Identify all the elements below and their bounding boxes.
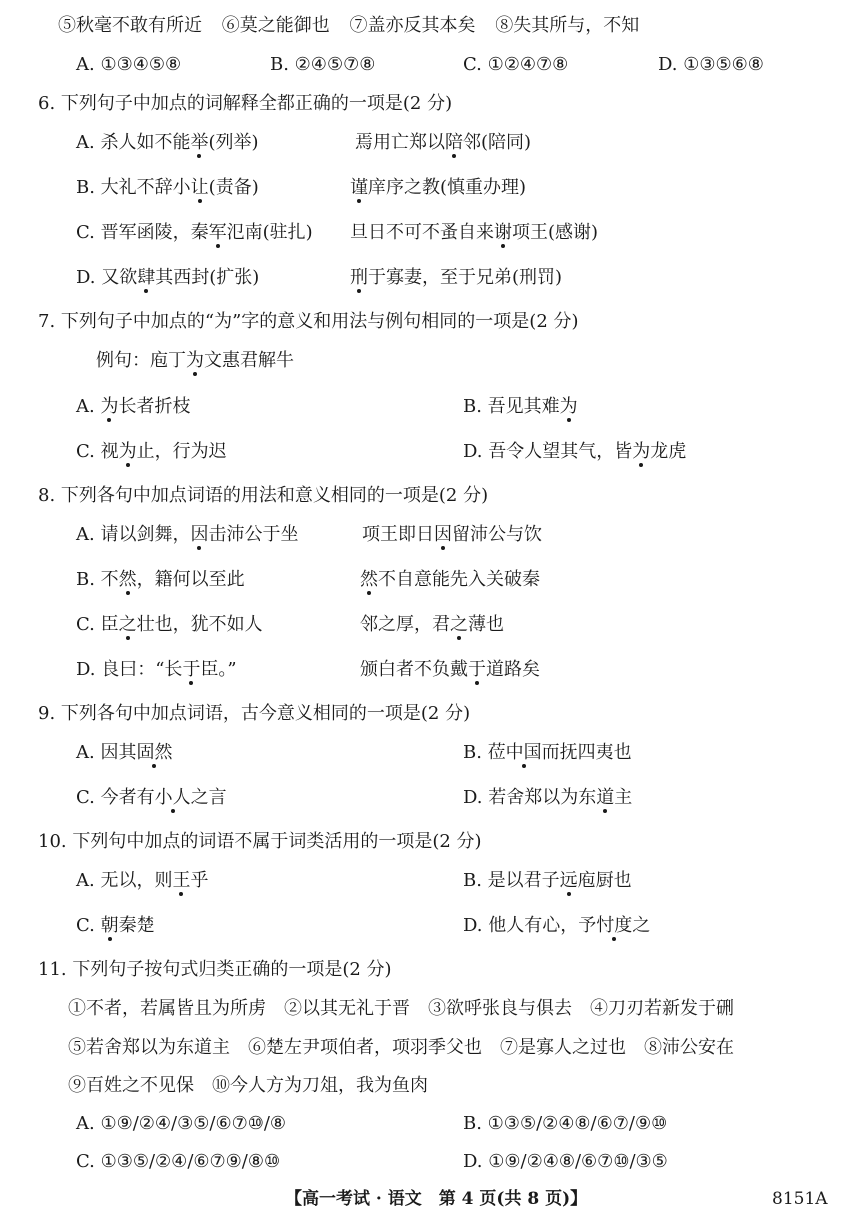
q6-stem: 6. 下列句子中加点的词解释全都正确的一项是(2 分) (38, 93, 453, 114)
dotted-word: 王 (172, 870, 191, 891)
q6-option-d-right: 刑于寡妻，至于兄弟(刑罚) (350, 267, 563, 288)
dotted-word: 东道主 (578, 787, 633, 808)
q8-option-a-left: A. 请以剑舞，因击沛公于坐 (76, 524, 299, 545)
q8-option-b-right: 然不自意能先入关破秦 (360, 569, 540, 590)
q11-option-c: C. ①③⑤/②④/⑥⑦⑨/⑧⑩ (76, 1151, 281, 1172)
q11-stem: 11. 下列句子按句式归类正确的一项是(2 分) (38, 959, 392, 980)
dotted-word: 然 (118, 569, 137, 590)
q5-item: ⑤秋毫不敢有所近 (58, 15, 202, 36)
q5-option-b: B. ②④⑤⑦⑧ (270, 54, 376, 75)
dotted-word: 因 (190, 524, 209, 545)
page-footer: 【高一考试 · 语文 第 4 页(共 8 页)】 (285, 1189, 588, 1209)
q11-sentences-line: ①不者，若属皆且为所虏 ②以其无礼于晋 ③欲呼张良与俱去 ④刀刃若新发于硎 (68, 998, 734, 1019)
dotted-word: 然 (360, 569, 378, 590)
dotted-word: 为 (632, 441, 651, 462)
q7-option-a: A. 为长者折枝 (76, 396, 191, 417)
q7-example: 例句：庖丁为文惠君解牛 (96, 350, 294, 371)
q5-option-a: A. ①③④⑤⑧ (76, 54, 182, 75)
q5-item: ⑦盖亦反其本矣 (349, 15, 476, 36)
q10-stem: 10. 下列句中加点的词语不属于词类活用的一项是(2 分) (38, 831, 482, 852)
q9-stem: 9. 下列各句中加点词语，古今意义相同的一项是(2 分) (38, 703, 471, 724)
dotted-word: 于 (468, 659, 486, 680)
q8-stem: 8. 下列各句中加点词语的用法和意义相同的一项是(2 分) (38, 485, 489, 506)
dotted-word: 刑 (350, 267, 368, 288)
q10-option-c: C. 朝秦楚 (76, 915, 155, 936)
q5-item: ⑥莫之能御也 (221, 15, 330, 36)
dotted-word: 让 (190, 177, 209, 198)
q7-option-d: D. 吾令人望其气，皆为龙虎 (463, 441, 687, 462)
dotted-word: 于 (182, 659, 201, 680)
q9-option-c: C. 今者有小人之言 (76, 787, 227, 808)
dotted-word: 朝 (100, 915, 119, 936)
q11-option-b: B. ①③⑤/②④⑧/⑥⑦/⑨⑩ (463, 1113, 668, 1134)
q5-option-c: C. ①②④⑦⑧ (463, 54, 569, 75)
dotted-word: 陪 (445, 132, 463, 153)
dotted-word: 举 (190, 132, 209, 153)
q6-option-d-left: D. 又欲肆其西封(扩张) (76, 267, 260, 288)
dotted-word: 为 (186, 350, 204, 371)
q11-sentences-line: ⑨百姓之不见保 ⑩今人方为刀俎，我为鱼肉 (68, 1075, 428, 1096)
dotted-word: 军 (208, 222, 227, 243)
dotted-word: 固然 (136, 742, 173, 763)
dotted-word: 因 (434, 524, 452, 545)
dotted-word: 为 (559, 396, 578, 417)
dotted-word: 肆 (137, 267, 156, 288)
q8-option-b-left: B. 不然，籍何以至此 (76, 569, 245, 590)
dotted-word: 谨 (350, 177, 368, 198)
q8-option-a-right: 项王即日因留沛公与饮 (362, 524, 542, 545)
q6-option-a-left: A. 杀人如不能举(列举) (76, 132, 259, 153)
q8-option-d-right: 颁白者不负戴于道路矣 (360, 659, 540, 680)
dotted-word: 中国 (505, 742, 542, 763)
q7-stem: 7. 下列句子中加点的“为”字的意义和用法与例句相同的一项是(2 分) (38, 311, 579, 332)
q8-option-c-left: C. 臣之壮也，犹不如人 (76, 614, 263, 635)
q8-option-d-left: D. 良曰：“长于臣。” (76, 659, 237, 680)
dotted-word: 之 (450, 614, 468, 635)
q9-option-a: A. 因其固然 (76, 742, 173, 763)
q6-option-c-right: 旦日不可不蚤自来谢项王(感谢) (350, 222, 599, 243)
q5-option-d: D. ①③⑤⑥⑧ (658, 54, 764, 75)
q7-option-b: B. 吾见其难为 (463, 396, 578, 417)
q11-sentences-line: ⑤若舍郑以为东道主 ⑥楚左尹项伯者，项羽季父也 ⑦是寡人之过也 ⑧沛公安在 (68, 1037, 734, 1058)
q5-item: ⑧失其所与，不知 (495, 15, 640, 36)
q6-option-a-right: 焉用亡郑以陪邻(陪同) (355, 132, 532, 153)
q9-option-b: B. 莅中国而抚四夷也 (463, 742, 632, 763)
q11-option-d: D. ①⑨/②④⑧/⑥⑦⑩/③⑤ (463, 1151, 668, 1172)
dotted-word: 谢 (494, 222, 512, 243)
q6-option-c-left: C. 晋军函陵，秦军氾南(驻扎) (76, 222, 313, 243)
dotted-word: 小人 (154, 787, 191, 808)
q11-option-a: A. ①⑨/②④/③⑤/⑥⑦⑩/⑧ (76, 1113, 287, 1134)
q7-option-c: C. 视为止，行为迟 (76, 441, 227, 462)
exam-code: 8151A (772, 1189, 828, 1209)
dotted-word: 为 (118, 441, 137, 462)
dotted-word: 忖度 (596, 915, 633, 936)
q6-option-b-right: 谨庠序之教(慎重办理) (350, 177, 527, 198)
dotted-word: 之 (118, 614, 137, 635)
q10-option-d: D. 他人有心，予忖度之 (463, 915, 651, 936)
q10-option-b: B. 是以君子远庖厨也 (463, 870, 632, 891)
dotted-word: 为 (100, 396, 119, 417)
q8-option-c-right: 邻之厚，君之薄也 (360, 614, 504, 635)
q9-option-d: D. 若舍郑以为东道主 (463, 787, 633, 808)
q10-option-a: A. 无以，则王乎 (76, 870, 209, 891)
q6-option-b-left: B. 大礼不辞小让(责备) (76, 177, 259, 198)
dotted-word: 远 (559, 870, 578, 891)
q5-items-line (58, 14, 653, 38)
